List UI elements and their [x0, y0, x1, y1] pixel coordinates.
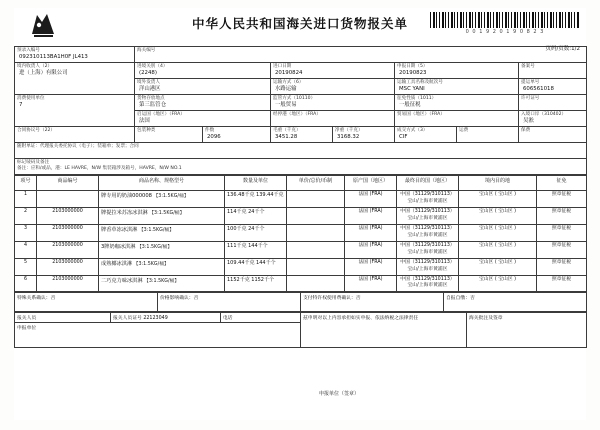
item-tax: 照章征税 [537, 258, 587, 275]
cell-gross-weight: 毛重（千克） 3451.28 [271, 127, 333, 143]
col-item-no: 项号 [15, 176, 37, 191]
declarant-id-cell [111, 313, 221, 323]
declarant-id-label: 报关人员证号 [113, 316, 142, 322]
item-name-cell [99, 191, 225, 208]
items-table [14, 175, 587, 292]
item-spec: 【3:1.5KG/桶】 [149, 210, 185, 216]
self-declare-confirm: 自报自缴：否 [444, 293, 587, 312]
item-price [287, 275, 345, 292]
item-price [287, 224, 345, 241]
item-name: 3牌奶咖冰淇淋 [101, 243, 136, 250]
cell-customs-no: 海关编号 [135, 47, 587, 63]
item-price [287, 258, 345, 275]
cell-declare-date: 申报日期（5） 20190823 [395, 63, 519, 79]
item-final-dest: 中国（31129/310113）宝山/上海市黄浦区 [397, 275, 459, 292]
item-code: 2103000000 [37, 258, 99, 275]
item-qty-cell [225, 191, 287, 208]
item-name-cell [99, 241, 225, 258]
row-weights [15, 127, 587, 143]
col-price: 单价/总价/币制 [287, 176, 345, 191]
item-qty-cell [225, 258, 287, 275]
barcode-bars [430, 12, 580, 28]
item-origin: 法国 (FRA) [345, 191, 397, 208]
item-name: 牌提拉米苏冻冰淇淋 [101, 209, 148, 216]
item-spec: 【3:1.5KG/桶】 [138, 227, 175, 233]
declarant-id-value: 22123049 [143, 316, 168, 322]
item-spec: 【3:1.5KG/桶】 [133, 261, 169, 267]
barcode-number: 0 0 1 9 2 0 1 9 0 8 2 3 [465, 29, 545, 35]
item-domestic-dest: 宝山区 ( 宝山区 ) [459, 241, 537, 258]
cell-levy-nature: 征免性质（1011） 一般征税 [395, 95, 519, 111]
item-origin: 法国 (FRA) [345, 275, 397, 292]
item-no: 6 [15, 275, 37, 292]
col-tax: 征免 [537, 176, 587, 191]
cell-oversea-shipper: 境外发货人 洋山港区 [135, 79, 271, 95]
item-final-dest: 中国（31129/310113）宝山/上海市黄浦区 [397, 224, 459, 241]
col-hs-code: 商品编号 [37, 176, 99, 191]
col-goods-name: 商品名称、规格型号 [99, 176, 225, 191]
cell-freight: 运费 [457, 127, 519, 143]
cell-vessel: 运输工具名称及航次号 MSC YANI [395, 79, 519, 95]
cell-attached-docs: 随附单证：代理报关委托协议（电子）；装箱单；发票；合同 [15, 143, 587, 159]
cell-contract-no: 合同协议号（22） [15, 127, 135, 143]
item-no: 1 [15, 191, 37, 208]
cell-supervision-mode: 监管方式（10110） 一般贸易 [271, 95, 395, 111]
item-code: 2103000000 [37, 207, 99, 224]
item-domestic-dest: 宝山区 ( 宝山区 ) [459, 207, 537, 224]
cell-import-date: 进口日期 20190824 [271, 63, 395, 79]
signature-row [15, 313, 587, 323]
row-prefill [15, 47, 587, 63]
royalty-confirm: 支付特许权使用费确认：否 [301, 293, 444, 312]
item-final-dest: 中国（31129/310113）宝山/上海市黄浦区 [397, 241, 459, 258]
row-consignee [15, 63, 587, 79]
cell-trade-term: 成交方式（3） CIF [395, 127, 457, 143]
item-qty-cell [225, 207, 287, 224]
item-final-dest: 中国（31129/310113）宝山/上海市黄浦区 [397, 191, 459, 208]
item-no: 3 [15, 224, 37, 241]
declaration-statement: 兹申明对以上内容承担如实申报、依法纳税之法律责任 [301, 313, 467, 348]
item-price [287, 191, 345, 208]
cell-entry-port: 进境关别（4） (2248) [135, 63, 271, 79]
item-spec: 【3:1.5KG/桶】 [144, 278, 180, 284]
col-domestic-dest: 境内目的地 [459, 176, 537, 191]
item-qty-1: 111千克 [227, 242, 247, 249]
col-quantity-unit: 数量及单位 [225, 176, 287, 191]
item-name: 牌专用的奶油000008 [101, 193, 152, 199]
item-no: 4 [15, 241, 37, 258]
item-qty-cell [225, 275, 287, 292]
table-row [15, 241, 587, 258]
declaration-sheet [14, 8, 586, 420]
item-origin: 法国 (FRA) [345, 207, 397, 224]
item-origin: 法国 (FRA) [345, 224, 397, 241]
cell-transit-port: 经停港（地区）（FRA） [271, 111, 395, 127]
item-name-cell [99, 258, 225, 275]
table-row [15, 258, 587, 275]
cell-net-weight: 净重（千克） 3168.32 [333, 127, 395, 143]
cell-trade-country: 贸易国（地区）（FRA） [395, 111, 519, 127]
item-domestic-dest: 宝山区 ( 宝山区 ) [459, 191, 537, 208]
page-title: 中华人民共和国海关进口货物报关单 [191, 16, 408, 31]
item-code: 2103000000 [37, 241, 99, 258]
cell-departure-country: 启运国（地区）（FRA） 法国 [135, 111, 271, 127]
table-row [15, 207, 587, 224]
item-domestic-dest: 宝山区 ( 宝山区 ) [459, 224, 537, 241]
report-unit-label: 申报单位 [17, 326, 37, 332]
footer-table [14, 292, 587, 312]
item-name-cell [99, 275, 225, 292]
row-consumer [15, 95, 587, 111]
cell-license-no: 许可证号 [519, 95, 587, 111]
item-tax: 照章征税 [537, 241, 587, 258]
cell-pieces: 件数 2096 [203, 127, 271, 143]
cell-prefill-no: 预录入编号 092310113BA1H0F JL413 [15, 47, 135, 63]
item-code: 2103000000 [37, 224, 99, 241]
cell-goods-location: 货物存放地点 第三监管仓 [135, 95, 271, 111]
row-marks [15, 159, 587, 175]
item-qty-2: 144千个 [248, 242, 268, 249]
item-tax: 照章征税 [537, 207, 587, 224]
item-name: 牌香草冻冰淇淋 [101, 226, 138, 233]
field-grid [14, 46, 587, 175]
item-no: 5 [15, 258, 37, 275]
item-name: 二巧克力味冰淇淋 [101, 277, 143, 284]
price-influence-confirm: 价格影响确认：否 [158, 293, 301, 312]
item-code: 2103000000 [37, 275, 99, 292]
item-qty-1: 100千克 [227, 225, 247, 232]
item-qty-2: 24千个 [248, 208, 265, 215]
item-name-cell [99, 224, 225, 241]
item-origin: 法国 (FRA) [345, 241, 397, 258]
special-relation-confirm: 特殊关系确认：否 [15, 293, 158, 312]
table-row [15, 275, 587, 292]
phone-label: 电话 [223, 316, 233, 322]
barcode [430, 12, 580, 34]
report-unit-cell [15, 323, 301, 348]
item-no: 2 [15, 207, 37, 224]
item-name: 成熟椰冰淇淋 [101, 260, 133, 267]
cell-package-type: 包装种类 [135, 127, 203, 143]
item-qty-1: 109.44千克 [227, 259, 255, 266]
cell-record-no: 备案号 [519, 63, 587, 79]
item-qty-1: 1152千克 [227, 276, 250, 283]
item-domestic-dest: 宝山区 ( 宝山区 ) [459, 275, 537, 292]
cell-entry-gate: 入境口岸（310402） 吴淞 [519, 111, 587, 127]
cell-transport-mode: 运输方式（6） 水路运输 [271, 79, 395, 95]
cell-consumer-unit: 消费使用单位 7 [15, 95, 135, 127]
item-domestic-dest: 宝山区 ( 宝山区 ) [459, 258, 537, 275]
item-qty-2: 1152千个 [251, 276, 274, 283]
declare-unit-seal-label: 申报单位（签章） [319, 391, 360, 397]
table-row [15, 224, 587, 241]
phone-cell [221, 313, 301, 323]
item-name-cell [99, 207, 225, 224]
item-qty-1: 114千克 [227, 208, 247, 215]
item-price [287, 241, 345, 258]
items-header-row [15, 176, 587, 191]
item-qty-2: 144千个 [256, 259, 276, 266]
item-spec: 【3:1.5KG/桶】 [153, 194, 189, 199]
item-tax: 照章征税 [537, 191, 587, 208]
item-tax: 照章征税 [537, 224, 587, 241]
item-qty-2: 139.44千克 [256, 192, 284, 198]
item-spec: 【3:1.5KG/桶】 [136, 244, 173, 250]
item-origin: 法国 (FRA) [345, 258, 397, 275]
item-code [37, 191, 99, 208]
item-final-dest: 中国（31129/310113）宝山/上海市黄浦区 [397, 207, 459, 224]
cell-marks-remarks: 标记唛码及备注 备注：应和/或品，港：LE HAVRE，N/W 集装箱涉及箱号，HAVRE，N/W NO.1 [15, 159, 587, 175]
signature-table [14, 312, 587, 348]
item-price [287, 207, 345, 224]
col-final-dest: 最终目的国（地区） [397, 176, 459, 191]
item-qty-cell [225, 224, 287, 241]
footer-confirm-row [15, 293, 587, 312]
cell-consignee: 境内收货人（2） 进（上海）有限公司 [15, 63, 135, 95]
declarant-label: 报关人员 [15, 313, 111, 323]
customs-note: 海关批注及签章 [467, 313, 587, 348]
table-row [15, 191, 587, 208]
item-final-dest: 中国（31129/310113）宝山/上海市黄浦区 [397, 258, 459, 275]
page-number: 页码/页数:1/2 [545, 46, 580, 52]
item-qty-2: 24千个 [248, 225, 265, 232]
item-qty-1: 136.48千克 [227, 192, 255, 198]
col-origin: 原产国（地区） [345, 176, 397, 191]
row-attachments [15, 143, 587, 159]
item-tax: 照章征税 [537, 275, 587, 292]
item-qty-cell [225, 241, 287, 258]
cell-bl-no: 提运单号 606561018 [519, 79, 587, 95]
cell-insurance: 保费 [519, 127, 587, 143]
